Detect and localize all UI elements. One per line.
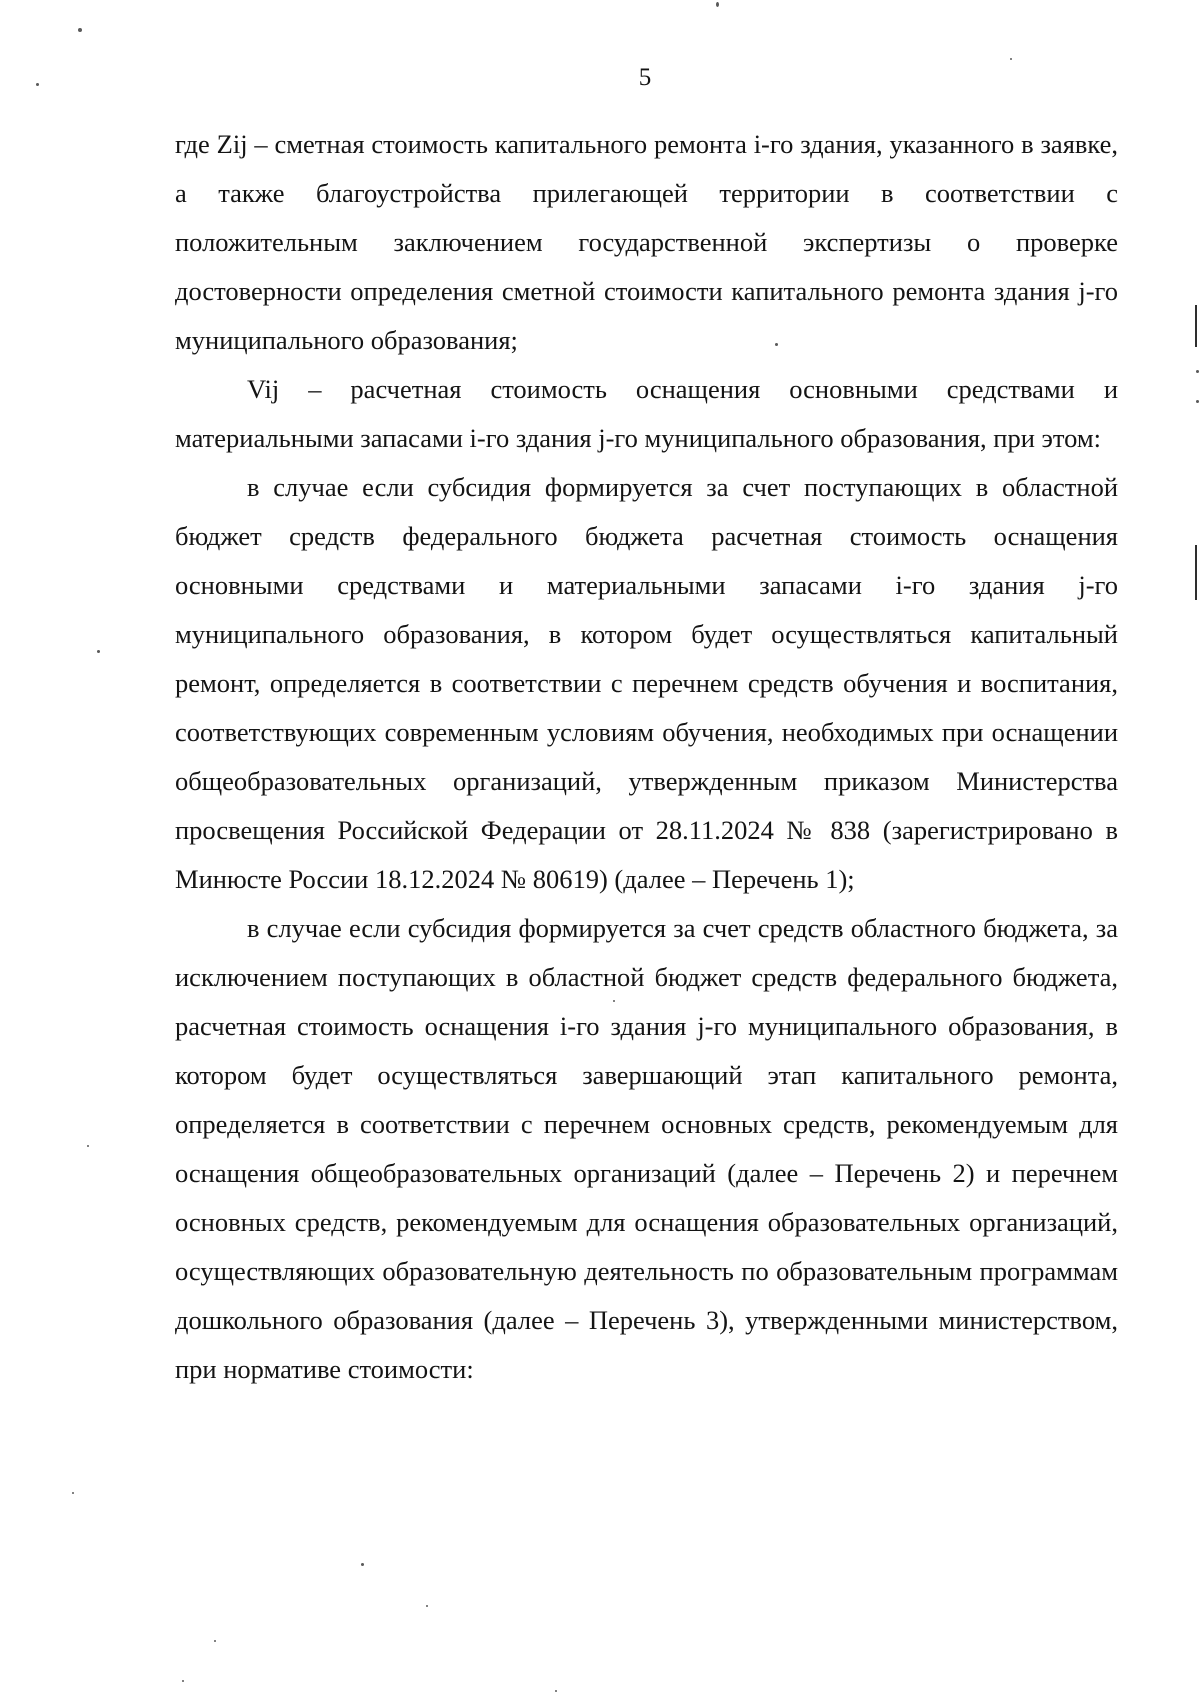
paragraph-regional-budget-case: в случае если субсидия формируется за счет средств областного бюджета, за исключением поступающих в областной бюджет средств федерального бюджета, расчетная стоимость оснащения i-го здания j-го муниципального образования, в котором будет осуществляться завершающий этап капитального ремонта, определяется в соответствии с перечнем основных средств, рекомендуемым для оснащения общеобразовательных организаций (далее – Перечень 2) и перечнем основных средств, рекомендуемым для оснащения образовательных организаций, осуществляющих образовательную деятельность по образовательным программам дошкольного образования (далее – Перечень 3), утвержденными министерством, при нормативе стоимости: [175,913,1118,1384]
page-number: 5 [638,64,652,91]
scan-speck [426,1605,428,1607]
scan-speck [775,343,778,346]
scan-speck [97,650,100,653]
scan-speck [1010,58,1012,60]
paragraph-zij-definition: где Zij – сметная стоимость капитального ремонта i-го здания, указанного в заявке, а также благоустройства прилегающей территории в соответствии с положительным заключением государственной экспертизы о проверке достоверности определения сметной стоимости капитального ремонта здания j-го муниципального образования; [175,129,1118,355]
document-body [175,120,1118,1394]
scan-speck [78,28,82,32]
scan-speck [72,1492,74,1494]
scan-speck [613,1000,615,1002]
scan-speck [1196,370,1199,373]
scan-speck [716,2,719,7]
scan-speck [555,1690,557,1692]
paragraph-federal-budget-case: в случае если субсидия формируется за счет поступающих в областной бюджет средств федерального бюджета расчетная стоимость оснащения основными средствами и материальными запасами i-го здания j-го муниципального образования, в котором будет осуществляться капитальный ремонт, определяется в соответствии с перечнем средств обучения и воспитания, соответствующих современным условиям обучения, необходимых при оснащении общеобразовательных организаций, утвержденным приказом Министерства просвещения Российской Федерации от 28.11.2024 № 838 (зарегистрировано в Минюсте России 18.12.2024 № 80619) (далее – Перечень 1); [175,472,1118,894]
scan-speck [182,1680,184,1682]
scan-speck [36,83,39,86]
scan-speck [1196,400,1199,403]
scan-edge-line [1195,305,1197,347]
scan-speck [87,1145,89,1147]
scan-speck [361,1563,364,1566]
scan-speck [214,1640,216,1642]
scan-edge-line [1195,545,1197,600]
paragraph-vij-definition: Vij – расчетная стоимость оснащения основными средствами и материальными запасами i-го здания j-го муниципального образования, при этом: [175,374,1118,453]
